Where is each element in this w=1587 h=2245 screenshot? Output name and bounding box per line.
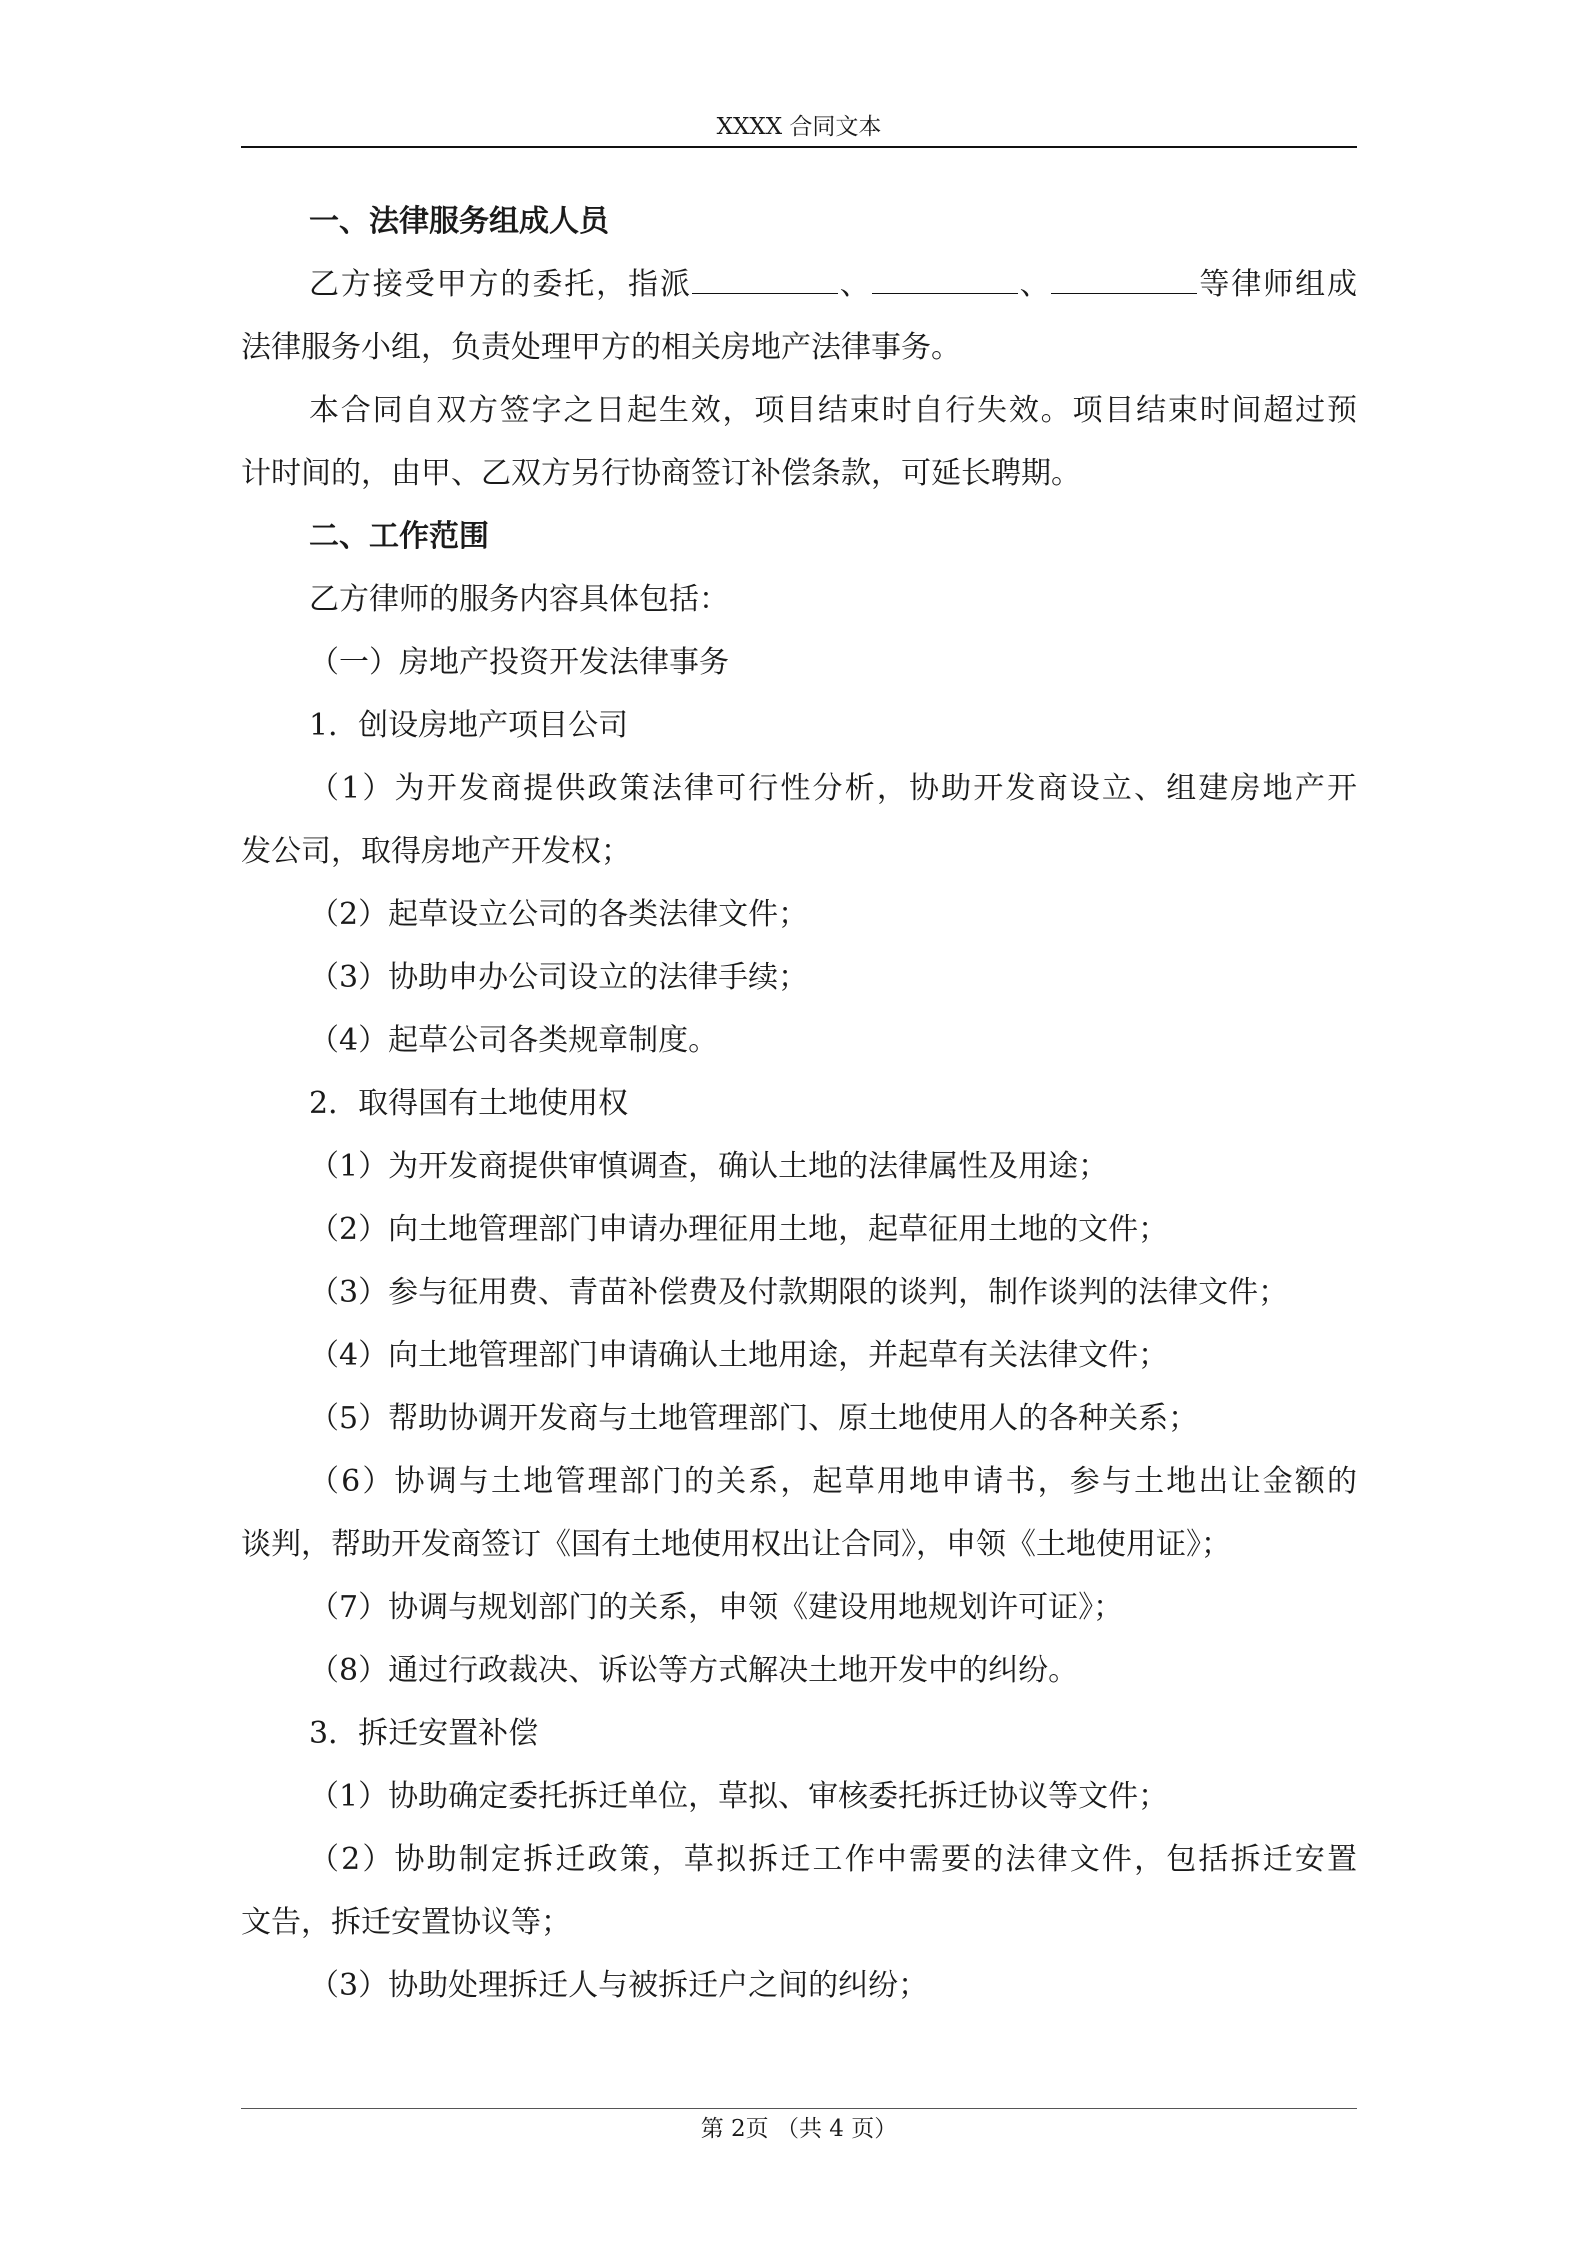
text-run: 等律师组成 — [1197, 267, 1357, 302]
separator: 、 — [1017, 267, 1052, 302]
list-item: （4）向土地管理部门申请确认土地用途，并起草有关法律文件； — [309, 1338, 1169, 1373]
blank-field — [1051, 257, 1197, 294]
header-title: XXXX 合同文本 — [716, 114, 882, 140]
list-item: （2）协助制定拆迁政策，草拟拆迁工作中需要的法律文件，包括拆迁安置 — [309, 1842, 1357, 1877]
page-number: 第 2页 （共 4 页） — [700, 2116, 898, 2142]
page-footer — [241, 2108, 1357, 2149]
list-item-continuation: 发公司，取得房地产开发权； — [241, 834, 631, 869]
list-item: （1）协助确定委托拆迁单位，草拟、审核委托拆迁协议等文件； — [309, 1779, 1169, 1814]
list-item: （2）起草设立公司的各类法律文件； — [309, 897, 809, 932]
separator: 、 — [837, 267, 872, 302]
list-item-continuation: 谈判，帮助开发商签订《国有土地使用权出让合同》，申领《土地使用证》； — [241, 1527, 1231, 1562]
list-item: （2）向土地管理部门申请办理征用土地，起草征用土地的文件； — [309, 1212, 1169, 1247]
text-run: 乙方接受甲方的委托，指派 — [309, 267, 692, 302]
list-item: （6）协调与土地管理部门的关系，起草用地申请书，参与土地出让金额的 — [309, 1464, 1357, 1499]
paragraph-line: 本合同自双方签字之日起生效，项目结束时自行失效。项目结束时间超过预 — [309, 393, 1357, 428]
paragraph-line: 乙方律师的服务内容具体包括： — [309, 582, 729, 617]
paragraph-line: 计时间的，由甲、乙双方另行协商签订补偿条款，可延长聘期。 — [241, 456, 1081, 491]
list-item: （3）参与征用费、青苗补偿费及付款期限的谈判，制作谈判的法律文件； — [309, 1275, 1289, 1310]
section-heading: 二、工作范围 — [309, 519, 489, 554]
item-heading: 1．创设房地产项目公司 — [309, 708, 629, 743]
list-item: （4）起草公司各类规章制度。 — [309, 1023, 719, 1058]
list-item: （8）通过行政裁决、诉讼等方式解决土地开发中的纠纷。 — [309, 1653, 1079, 1688]
list-item: （1）为开发商提供政策法律可行性分析，协助开发商设立、组建房地产开 — [309, 771, 1357, 806]
list-item: （3）协助处理拆迁人与被拆迁户之间的纠纷； — [309, 1968, 929, 2003]
blank-field — [872, 257, 1018, 294]
list-item: （5）帮助协调开发商与土地管理部门、原土地使用人的各种关系； — [309, 1401, 1199, 1436]
paragraph-line — [241, 253, 1357, 316]
page-header — [241, 108, 1357, 148]
section-heading: 一、法律服务组成人员 — [309, 204, 609, 239]
list-item-continuation: 文告，拆迁安置协议等； — [241, 1905, 571, 1940]
subsection-heading: （一）房地产投资开发法律事务 — [309, 645, 729, 680]
item-heading: 3．拆迁安置补偿 — [309, 1716, 539, 1751]
document-body — [241, 190, 1357, 2017]
list-item: （3）协助申办公司设立的法律手续； — [309, 960, 809, 995]
blank-field — [692, 257, 838, 294]
list-item: （1）为开发商提供审慎调查，确认土地的法律属性及用途； — [309, 1149, 1109, 1184]
list-item: （7）协调与规划部门的关系，申领《建设用地规划许可证》； — [309, 1590, 1124, 1625]
paragraph-line: 法律服务小组，负责处理甲方的相关房地产法律事务。 — [241, 330, 961, 365]
item-heading: 2．取得国有土地使用权 — [309, 1086, 629, 1121]
